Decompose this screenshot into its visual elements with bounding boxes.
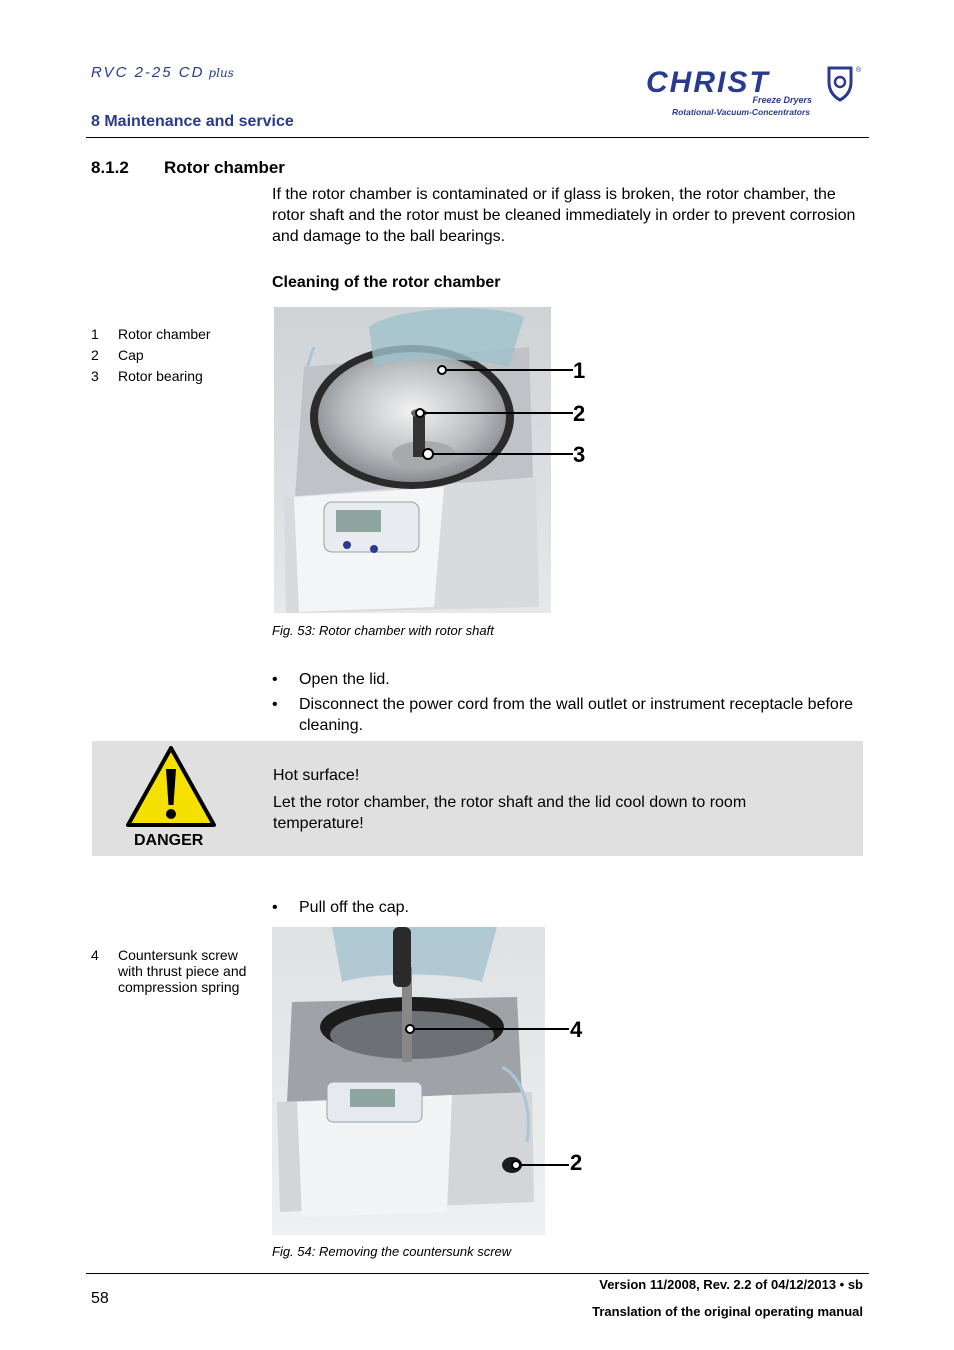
callout-1: 1 (573, 358, 586, 383)
legend-label: Countersunk screw with thrust piece and compression spring (118, 947, 247, 995)
product-name (91, 64, 234, 81)
bullet-marker: • (272, 696, 278, 713)
legend-item (91, 345, 211, 366)
danger-notice (92, 741, 863, 856)
figure1-caption: Fig. 53: Rotor chamber with rotor shaft (272, 623, 494, 638)
legend-item (91, 366, 211, 387)
product-suffix: plus (208, 66, 234, 80)
step-item (272, 897, 862, 918)
warning-triangle-icon (125, 745, 217, 829)
legend-item (91, 324, 211, 345)
callout-3-line (549, 453, 573, 455)
callout-2-line (549, 412, 573, 414)
logo-line1: Freeze Dryers (752, 95, 812, 105)
danger-label: DANGER (134, 832, 204, 849)
step-text: Open the lid. (299, 671, 390, 688)
legend-label: Rotor bearing (118, 368, 203, 384)
legend-num: 4 (91, 947, 99, 963)
section-title: 8 Maintenance and service (91, 113, 294, 130)
callout-4: 4 (570, 1017, 583, 1042)
step-text: Pull off the cap. (299, 899, 409, 916)
version-info: Version 11/2008, Rev. 2.2 of 04/12/2013 • sb (599, 1277, 863, 1292)
legend-label: Cap (118, 347, 144, 363)
legend-num: 3 (91, 368, 99, 384)
countersunk-screw-photo (272, 927, 545, 1235)
callout-2b: 2 (570, 1150, 583, 1175)
product-title: RVC 2-25 CD (91, 64, 205, 81)
step-item (272, 694, 862, 736)
legend-label: Rotor chamber (118, 326, 211, 342)
danger-title: Hot surface! (273, 767, 360, 784)
callout-3: 3 (573, 442, 586, 467)
legend-num: 2 (91, 347, 99, 363)
figure2-legend (91, 947, 266, 995)
rotor-chamber-photo (274, 307, 551, 613)
logo-line2: Rotational-Vacuum-Concentrators (671, 107, 810, 117)
step-item (272, 669, 862, 690)
page-number: 58 (91, 1290, 109, 1307)
subsection-number: 8.1.2 (91, 158, 129, 177)
logo-brand: CHRIST (646, 66, 770, 99)
footer-divider (86, 1273, 869, 1274)
logo-mark-icon (829, 68, 851, 100)
figure2-caption: Fig. 54: Removing the countersunk screw (272, 1244, 512, 1259)
cleaning-heading: Cleaning of the rotor chamber (272, 274, 501, 291)
christ-logo (644, 62, 866, 118)
legend-item (91, 947, 266, 995)
callout-2b-line (545, 1164, 569, 1166)
callout-2: 2 (573, 401, 586, 426)
subsection-title: Rotor chamber (164, 158, 285, 177)
bullet-marker: • (272, 671, 278, 688)
legend-num: 1 (91, 326, 99, 342)
figure1-legend (91, 324, 211, 387)
header-divider (86, 137, 869, 138)
danger-text: Let the rotor chamber, the rotor shaft and the lid cool down to room temperature! (273, 794, 747, 832)
step-text: Disconnect the power cord from the wall outlet or instrument receptacle before cleaning. (299, 696, 854, 734)
translation-note: Translation of the original operating manual (592, 1304, 863, 1319)
bullet-marker: • (272, 899, 278, 916)
intro-paragraph: If the rotor chamber is contaminated or if glass is broken, the rotor chamber, the rotor shaft and the rotor must be cleaned immediately in order to prevent corrosion and damage to the ball bearings. (272, 186, 856, 245)
callout-4-line (545, 1028, 569, 1030)
logo-registered: ® (856, 67, 862, 74)
callout-1-line (549, 369, 573, 371)
